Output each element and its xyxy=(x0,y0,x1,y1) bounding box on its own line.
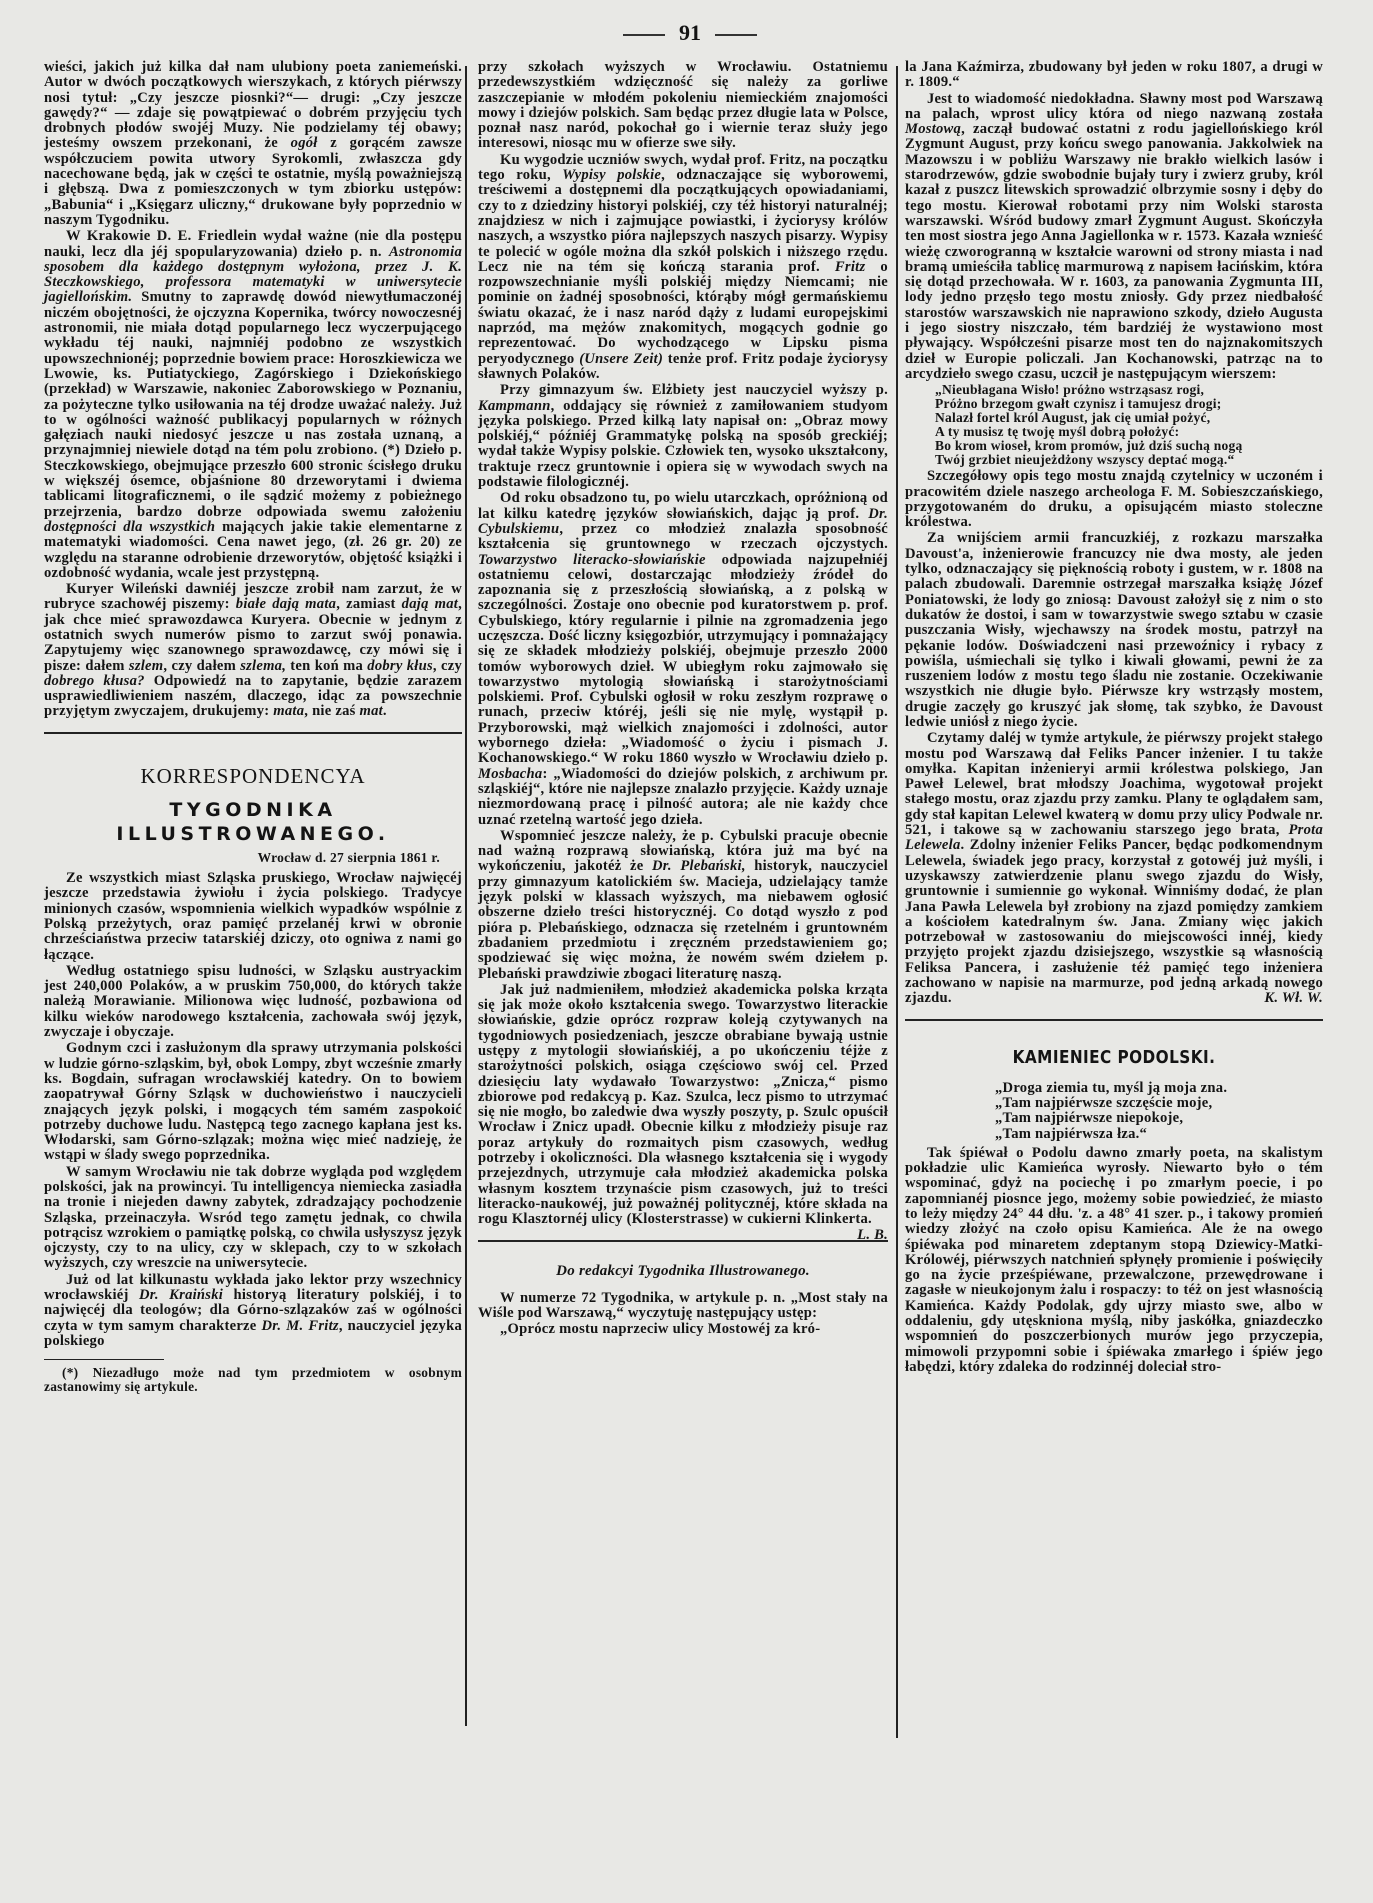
page-number xyxy=(600,20,780,46)
text-run: Jak już nadmieniłem, młodzież akademicka polska krząta się jak może około kształcenia swego. Towarzystwo literackie słowiańskie, gdzie oprócz rozpraw koleją czytywanych na tygodniowych posiedzeniach, jeszcze obrabiane bywają ustnie ustępy z mytologii słowiańskiéj, a po ukończeniu téjże z starożytności polskich, osiąga częściowo swój cel. Przed dziesięciu laty wydawało Towarzystwo: „Znicza,“ pismo zbiorowe pod redakcyą p. Kaz. Szulca, lecz pismo to utrzymać się nie mogło, bo zaledwie dwa wyszły poszyty, p. Szulc opuścił Wrocław i Znicz upadł. Obecnie kilku z młodzieży pisuje raz poraz artykuły do rozmaitych pism czasowych, według potrzeby i okoliczności. Dla własnego kształcenia się i wygody przejezdnych, utrzymuje cała młodzież akademicka polska własnym kosztem trzynaście pism czasowych, już to treści literacko-naukowéj, już poważnéj politycznéj, które składa na rogu Klasztornéj ulicy (Klosterstrasse) w cukierni Klinkerta. xyxy=(478,981,888,1228)
italic-text: Dr. Plebański, xyxy=(652,858,746,875)
section-heading: KORRESPONDENCYA xyxy=(140,763,366,788)
italic-text: Mosbacha xyxy=(478,765,543,782)
text-run: , nie zaś xyxy=(304,703,360,720)
paragraph xyxy=(44,1273,462,1349)
text-run: . xyxy=(382,703,387,720)
italic-text: dostępności dla wszystkich xyxy=(44,518,216,535)
verse-line: „Tam najpiérwsza łza.“ xyxy=(995,1125,1148,1142)
italic-text: Kampmann xyxy=(478,397,551,414)
paragraph xyxy=(478,981,888,1243)
paragraph xyxy=(905,731,1323,1006)
text-run: W samym Wrocławiu nie tak dobrze wygląda pod względem polskości, jak na prowincyi. Tu intelligencya niemiecka zasiadła na tronie i niejeden dawny zabytek, zdradzający pochodzenie Szląska, przeinaczyła. Wsród tego zamętu jednak, co chwila potrącisz wzrokiem o pamiątkę polską, co chwila usłyszysz język ojczysty, czy to na ulicy, czy w sklepach, czy to w szkołach wyższych, czy wreszcie na uniwersytecie. xyxy=(44,1163,462,1272)
italic-text: Prota Lelewela xyxy=(905,822,1323,854)
text-run: , jak chce mieć sprawozdawca Kuryera. Obecnie w jednym z ostatnich swych numerów pismo to zarzut swój ponawia. Zapytujemy więc szanownego sprawozdawcę, czy mówi się i pisze: dałem xyxy=(44,596,462,674)
verse-line: „Tam najpiérwsze niepokoje, xyxy=(995,1110,1184,1127)
italic-text: Towarzystwo literacko-słowiańskie xyxy=(478,551,706,568)
paragraph xyxy=(905,469,1323,530)
text-run: tenże prof. Fritz podaje życiorysy sławnych Polaków. xyxy=(478,350,888,382)
verse-line: Twój grzbiet nieujeżdżony wszyscy deptać mogą.“ xyxy=(935,452,1235,468)
text-run: Od roku obsadzono tu, po wielu utarczkach, opróżnioną od lat kilku katedrę języków słowiańskich, dając ją prof. xyxy=(478,490,888,522)
paragraph xyxy=(478,491,888,828)
paragraph xyxy=(44,582,462,720)
text-run: Szczegółowy opis tego mostu znajdą czytelnicy w uczoném i pracowitém dziele naszego archeologa F. M. Sobieszczańskiego, przygotowaném do druku, a opisującém miasto stoleczne królestwa. xyxy=(905,468,1323,531)
italic-text: Dr. M. Fritz xyxy=(261,1317,339,1334)
italic-text: Dr. Kraiński xyxy=(138,1287,224,1304)
italic-text: Dr. Cybulskiemu xyxy=(478,505,888,537)
verse-quote xyxy=(905,383,1323,467)
author-signature: K. Wł. W. xyxy=(1264,990,1323,1007)
text-run: Tak śpiéwał o Podolu dawno zmarły poeta, na skalistym pokładzie ulic Kamieńca wyrosły. Niewarto było o tém wspominać, gdyż na pociechę i po zmarłym poecie, i po zapomnianéj piosnce jego, możemy sobie powiedzieć, że miasto to leży między 24° 44 dłu. 'z. a 48° 41 szer. p., i takowy promień wiedzy złożyć na czoło opisu Kamieńca. Ale że na owego śpiéwaka pod minaretem zdeptanym stopą Dziewicy-Matki-Królowéj, piérwszych natchnień spłynęły promienie i poświęciły go na życie prześpiéwane, przewalczone, przewędrowane i zagasłe w nieukojonym żalu i rospaczy: to téż on jest własnością Kamieńca. Każdy Podolak, gdy ujrzy miasto swe, albo w oddaleniu, gdy utęskniona myślą, niby jaskółka, gniazdeczko wspomnień do poszczerbionych murów jego przyczepia, mimowoli przypomni sobie i śpiéwaka zmarłego i śpiéw jego łabędzi, który zdaleka do rodzinnéj doleciał stro- xyxy=(905,1144,1323,1375)
text-run: Jest to wiadomość niedokładna. Sławny most pod Warszawą na palach, wprost ulicy która od niego nazwaną została xyxy=(905,90,1323,122)
text-run: , zamiast xyxy=(336,596,402,613)
text-run: W Krakowie D. E. Friedlein wydał ważne (nie dla postępu nauki, lecz dla jéj spopularyzowania) dzieło p. n. xyxy=(44,228,462,260)
section-divider xyxy=(905,1019,1323,1021)
dateline: Wrocław d. 27 sierpnia 1861 r. xyxy=(257,849,440,865)
section-heading: KAMIENIEC PODOLSKI. xyxy=(1012,1046,1216,1068)
text-run: ten koń ma xyxy=(286,657,368,674)
paragraph xyxy=(905,1146,1323,1375)
text-run: . Zdolny inżenier Feliks Pancer, będąc podkomendnym Lelewela, świadek jego pracy, korzystał z gotowéj już myśli, i uzyskawszy zatwierdzenie planu swego zjazdu do Wisły, gruntownie i sumiennie go wykonał. Winniśmy dodać, że plan Jana Pawła Lelewela był zrobiony na zjazd pomiędzy zamkiem a kościołem katedralnym św. Jana. Zmiany więc jakich potrzebował w zastosowaniu do miejscowości innéj, kiedy przyjęto projekt zjazdu dzisiejszego, wszystkie są własnością Feliksa Pancera, i zasłużenie téż pamięć tego inżeniera zachowano w napisie na marmurze, pod jedną arkadą nowego zjazdu. xyxy=(905,837,1323,1007)
text-run: : „Wiadomości do dziejów polskich, z archiwum pr. szląskiéj“, które nie najlepsze znalazło przyjęcie. Każdy uznaje niezmordowaną pracę i pilność autora; ale nie każdy chce uznać rzetelną wartość jego dzieła. xyxy=(478,765,888,828)
text-run: Za wnijściem armii francuzkiéj, z rozkazu marszałka Davoust'a, inżenierowie francuzcy nie dwa mosty, ale jeden tylko, odznaczający się pięknością roboty i gustem, w r. 1808 na palach zbudowali. Daremnie ostrzegał marszałka książę Józef Poniatowski, że lody go zniosą: Davoust założył się z nim o sto dukatów że dostoi, i sam w towarzystwie swego sztabu w czasie puszczania Wisły, wjechawszy na środek mostu, patrzył na pękanie lodów. Doświadczeni nasi przewoźnicy i rybacy z powiśla, uśmiechali się tylko i kiwali głowami, pewni że za ruszeniem lodów z mostu tego śladu nie zostanie. Oczekiwanie wszystkich nie długie było. Piérwsze kry wstrząsły mostem, drugie zaczęły go kruszyć jak słomę, tak szybko, że Davoust ledwie uniósł z niego życie. xyxy=(905,530,1323,730)
verse-line: Bo krom wioseł, krom promów, już dziś suchą nogą xyxy=(935,438,1243,454)
verse-line: „Droga ziemia tu, myśl ją moja zna. xyxy=(995,1079,1228,1096)
italic-text: dobry kłus xyxy=(367,657,433,674)
text-run: , czy dałem xyxy=(163,657,241,674)
paragraph xyxy=(44,871,462,963)
text-run: , czy xyxy=(432,657,462,674)
text-run: Kuryer Wileński dawniéj jeszcze zrobił nam zarzut, że w rubryce szachowéj piszemy: xyxy=(44,581,462,613)
text-run: , zaczął budować ostatni z rodu jagiellońskiego król Zygmunt August, przy końcu swego panowania. Jakkolwiek na Mazowszu i w pobliżu Warszawy nie brakło wielkich lasów i starodrzewów, gdzie swobodnie bujały tury i zwierz gruby, król kazał z puszcz litewskich sprowadzić olbrzymie sosny i dęby do tego mostu. Kierował robotami przy nim Wolski starosta warszawski. Wśród budowy zmarł Zygmunt August. Skończyła ten most siostra jego Anna Jagiellonka w r. 1573. Kazała wznieść wieżę czworogranną w kształcie warowni od strony miasta i nad bramą umieściła tablicę marmurową z napisem łacińskim, która się dotąd przechowała. W r. 1603, za panowania Zygmunta III, lody jedno przęsło tego mostu zniosły. Gdy przez niedbałość starostów warszawskich nie naprawiono szkody, dzieło Augusta i jego siostry niszczało, tém bardziéj że wystawiono most pływający. Współcześni pisarze most ten do najznakomitszych dzieł w Europie policzali. Jan Kochanowski, patrząc na to arcydzieło swego czasu, uczcił je następującym wierszem: xyxy=(905,121,1323,382)
text-run: z gorącém zawsze współczuciem powita utwory Syrokomli, zwłaszcza gdy nacechowane będą, jak w części te ostatnie, myślą poważniejszą i głębszą. Dwa z pomieszczonych w tym zbiorku ustępów: „Babunia“ i „Księgarz uliczny,“ drukowane były poprzednio w naszym Tygodniku. xyxy=(44,135,462,228)
italic-text: Fritz xyxy=(834,258,866,275)
text-run: , przez co młodzież znalazła sposobność kształcenia się gruntownego w rzeczach ojczystych. xyxy=(478,520,888,553)
paragraph xyxy=(478,153,888,382)
text-run: , nauczyciel języka polskiego xyxy=(44,1317,463,1349)
text-run: historyk, nauczyciel przy gimnazyum katolickiém św. Macieja, udzielający tamże język polski w klassach wyższych, ma niebawem ogłosić obszerne dzieło treści historycznéj. Co dotąd wyszło z pod pióra p. Plebańskiego, odznacza się rzetelném i gruntowném zbadaniem przedmiotu i zręczném przedstawieniem go; spodziewać się więc można, że nowém swém dziełem p. Plebański prawdziwie zbogaci literaturę naszą. xyxy=(478,858,888,982)
footnote-divider xyxy=(44,1359,164,1360)
paragraph xyxy=(44,1165,462,1272)
paragraph xyxy=(478,1291,888,1322)
paragraph xyxy=(478,1322,888,1337)
italic-text: Mostową xyxy=(905,121,962,138)
text-run: Godnym czci i zasłużonym dla sprawy utrzymania polskości w ludzie górno-szląskim, był, obok Lompy, zbyt wcześnie zmarły ks. Bogdain, sufragan wrocławskiéj katedry. On to bowiem zaopatrywał Górny Szląsk w duchowieństwo i nauczycieli znających język polski, i mogących tém samém zaspokoić potrzeby duchowe ludu. Następcą tego zacnego kapłana jest ks. Włodarski, sam Górno-szlązak; można więc mieć nadzieję, że wstąpi w ślady swego poprzednika. xyxy=(44,1040,462,1164)
column-divider-2 xyxy=(896,66,898,1738)
italic-text: białe dają mata xyxy=(235,596,337,613)
text-run: przy szkołach wyższych w Wrocławiu. Ostatniemu przedewszystkiém wdzięczność się należy za gorliwe zaszczepianie w młodém pokoleniu niemieckiém znajomości mowy i dziejów polskich. Sam będąc przez długie lata w Polsce, poznał nasz naród, pokochał go i wiernie teraz służy jego interesowi, niosąc mu w ofierze swe siły. xyxy=(478,59,888,152)
verse-line: Nalazł fortel król August, jak cię umiał pożyć, xyxy=(935,410,1211,426)
text-run: Smutny to zaprawdę dowód niewytłumaczonéj niczém obojętności, że ojczyzna Kopernika, twórcy nowoczesnéj astronomii, nie miała dotąd popularnego lecz wyczerpującego wykładu téj nauki, najmniéj podobno ze wszystkich upowszechnionéj; poprzednie bowiem prace: Horoszkiewicza we Lwowie, ks. Putiatyckiego, Zagórskiego i Dziekońskiego (przekład) w Warszawie, nakoniec Zaborowskiego w Poznaniu, za pożyteczne tylko usiłowania na téj drodze uważać należy. Już to w ogólności ważność publikacyj popularnych w różnych gałęziach nauki niedosyć jeszcze u nas została uznaną, a przynajmniej niewiele dotąd na tém polu zrobiono. (*) Dzieło p. Steczkowskiego, obejmujące przeszło 600 stronic ścisłego druku w większéj ósemce, objaśnione 80 drzeworytami i dwiema tablicami litograficznemi, o ile sądzić możemy z pobieżnego przejrzenia, bardzo dobrze odpowiada swemu założeniu xyxy=(44,289,462,520)
verse-line: „Tam najpiérwsze szczęście moje, xyxy=(995,1094,1213,1111)
paragraph xyxy=(44,1041,462,1163)
paragraph xyxy=(44,229,462,581)
paragraph xyxy=(44,964,462,1040)
text-run: Odpowiedź na to zapytanie, będzie zarazem usprawiedliwieniem naszém, dlaczego, idąc za powszechnie przyjętym zwyczajem, drukujemy: xyxy=(44,672,463,720)
text-run: o rozpowszechnianie myśli polskiéj między Niemcami; nie pominie on żadnéj sposobności, którąby mógł germańskiemu światu okazać, że i nasz naród dąży z ludami europejskimi naprzód, ma mężów znakomitych, mogących godnie go reprezentować. Do wychodzącego w Lipsku pisma peryodycznego xyxy=(478,258,888,367)
text-run: mających jakie takie elementarne z matematyki wiadomości. Cena nawet jego, (zł. 26 gr. 20) ze względu na staranne odrobienie drzeworytów, objętość książki i ozdobność wydania, wcale jest przystępną. xyxy=(44,518,463,581)
text-run: Czytamy daléj w tymże artykule, że piérwszy projekt stałego mostu pod Warszawą dał Feliks Pancer inżenier. I tu także omyłka. Kapitan inżenieryi armii królestwa polskiego, Jan Paweł Lelewel, brat młodszy Joachima, wygotował projekt stałego mostu, oraz zjazdu przy zamku. Plany te oglądałem sam, gdy stał kapitan Lelewel kwaterą w domu przy ulicy Podwale nr. 521, i takowe są w zachowaniu starszego jego brata, xyxy=(905,730,1323,839)
page-number-dash-right xyxy=(715,34,757,36)
italic-text: szlem xyxy=(128,657,164,674)
italic-text: ogół xyxy=(290,135,318,152)
text-run: Wspomnieć jeszcze należy, że p. Cybulski pracuje obecnie nad ważną rozprawą słowiańską, która już ma być na wykończeniu, jakotéż że xyxy=(478,827,888,875)
page-number-value: 91 xyxy=(679,20,701,45)
text-run: , odznaczające się wyborowemi, treściwemi a dostępnemi dla początkujących opowiadaniami, czy to z dziedziny historyi polskiéj, czy téż historyi naturalnéj; znajdziesz w nich i zajmujące powiastki, i życiorysy królów naszych, a wszystko pióra najlepszych naszych pisarzy. Wypisy te polecić w ogóle można dla szkół polskich i niższego rzędu. Lecz nie na tém się kończą starania prof. xyxy=(478,167,888,275)
column-3 xyxy=(905,60,1323,1376)
italic-text: mata xyxy=(273,703,305,720)
text-run: „Oprócz mostu naprzeciw ulicy Mostowéj za kró- xyxy=(500,1321,821,1338)
section-heading: Do redakcyi Tygodnika Illustrowanego. xyxy=(556,1262,810,1279)
paragraph xyxy=(44,60,462,228)
italic-text: Wypisy polskie xyxy=(562,167,662,184)
footnote: (*) Niezadługo może nad tym przedmiotem w osobnym zastanowimy się artykule. xyxy=(44,1365,462,1395)
italic-text: szlema, xyxy=(240,657,287,674)
verse-quote xyxy=(905,1081,1323,1142)
text-run: W numerze 72 Tygodnika, w artykule p. n. „Most stały na Wiśle pod Warszawą,“ wyczytuję następujący ustęp: xyxy=(478,1289,888,1322)
text-run: historyą literatury polskiéj, i to najwięcéj dla teologów; dla Górno-szlązaków zaś w ogólności czyta w tym samym charakterze xyxy=(44,1287,462,1334)
verse-line: A ty musisz tę twoję myśl dobrą położyć: xyxy=(935,424,1180,440)
column-2 xyxy=(478,60,888,1339)
verse-line: Próżno brzegom gwałt czynisz i tamujesz drogi; xyxy=(935,396,1222,412)
section-divider xyxy=(44,732,462,734)
text-run: wieści, jakich już kilka dał nam ulubiony poeta zaniemeński. Autor w dwóch początkowych wierszykach, z których piérwszy nosi tytuł: „Czy jeszcze piosnki?“— drugi: „Czy jeszcze gawędy?“ — zdaje się powątpiewać o dobrém przyjęciu tych drobnych płodów swojéj Muzy. Nie podzielamy téj obawy; jesteśmy owszem przekonani, że xyxy=(44,59,462,152)
italic-text: mat xyxy=(359,703,383,720)
italic-text: dają mat xyxy=(401,596,459,613)
paragraph xyxy=(905,92,1323,383)
text-run: la Jana Kaźmirza, zbudowany był jeden w roku 1807, a drugi w r. 1809.“ xyxy=(905,59,1323,91)
paragraph xyxy=(478,829,888,982)
text-run: Już od lat kilkunastu wykłada jako lektor przy wszechnicy wrocławskiéj xyxy=(44,1271,462,1304)
page-number-dash-left xyxy=(623,34,665,36)
paragraph xyxy=(478,60,888,152)
text-run: Według ostatniego spisu ludności, w Szląsku austryackim jest 240,000 Polaków, a w pruskim 750,000, do których także należą Morawianie. Milionowa więc ludność, pozbawiona od kilku wieków narodowego kształcenia, zachowała swój język, zwyczaje i obyczaje. xyxy=(44,962,462,1041)
verse-line: „Nieubłagana Wisło! próżno wstrząsasz rogi, xyxy=(935,382,1205,398)
italic-text: Astronomia sposobem dla każdego dostępnym wyłożona, przez J. K. Steczkowskiego, professora matematyki w uniwersytecie jagiellońskim. xyxy=(44,243,462,306)
italic-text: dobrego kłusa? xyxy=(44,672,145,689)
text-run: Przy gimnazyum św. Elżbiety jest nauczyciel wyższy p. xyxy=(500,382,888,399)
section-heading: TYGODNIKA ILLUSTROWANEGO. xyxy=(116,798,390,845)
italic-text: (Unsere Zeit) xyxy=(579,350,664,367)
text-run: Ku wygodzie uczniów swych, wydał prof. Fritz, na początku tego roku, xyxy=(478,151,888,184)
author-signature: L. B. xyxy=(857,1226,888,1243)
paragraph xyxy=(905,531,1323,730)
text-run: odpowiada najzupełniéj ostatniemu celowi, dostarczając młodzieży źródeł do zapoznania się z przeszłością słowiańską, a z polską w szczególności. Zostaje ono obecnie pod kuratorstwem p. prof. Cybulskiego, który regularnie i pilnie na zgromadzenia jego uczęszcza. Dość liczny księgozbiór, utrzymujący i pomnażający się ze składek młodzieży polskiéj, obejmuje przeszło 2000 tomów wyborowych dzieł. W ubiegłym roku zajmowało się towarzystwo mytologią słowiańską i starożytnościami polskiemi. Prof. Cybulski ogłosił w roku zeszłym rozprawę o runach, przeciw któréj, jeśli się nie mylę, wystąpił p. Przyborowski, mąż wielkich znajomości i zdolności, autor wybornego dzieła: „Wiadomość o życiu i pismach J. Kochanowskiego.“ W roku 1860 wyszło w Wrocławiu dzieło p. xyxy=(478,551,888,767)
paragraph xyxy=(905,60,1323,91)
column-1 xyxy=(44,60,462,1394)
paragraph xyxy=(478,383,888,490)
text-run: , oddający się również z zamiłowaniem studyom języka polskiego. Przed kilką laty napisał on: „Obraz mowy polskiéj,“ późniéj Grammatykę polską na sposób greckiéj; wydał także Wypisy polskie. Człowiek ten, wysoko ukształcony, traktuje rzecz gruntownie i opiera się w wywodach swych na podstawie filologicznéj. xyxy=(478,397,888,491)
text-run: Ze wszystkich miast Szląska pruskiego, Wrocław najwięcéj jeszcze przedstawia żywiołu i życia polskiego. Tradycye minionych czasów, wspomnienia wielkich wypadków wspólnie z Polską przeżytych, oraz pamięć przelanéj krwi w obronie chrześciaństwa przeciw tatarskiéj dziczy, oto ogniwa z nami go łączące. xyxy=(44,870,462,963)
column-divider-1 xyxy=(465,66,467,1726)
